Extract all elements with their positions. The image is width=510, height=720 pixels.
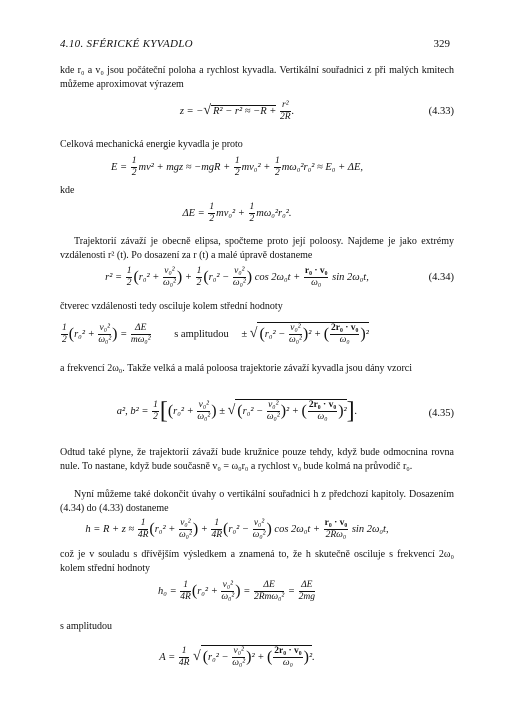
- paragraph-1: kde r₀ a v₀ jsou počáteční poloha a rychlost kyvadla. Vertikální souřadnici z při malých kmitech můžeme aproximovat výrazem: [60, 65, 454, 90]
- paragraph-10: s amplitudou: [60, 621, 112, 632]
- equation-4-35: [60, 398, 454, 438]
- amplitude-label: s amplitudou: [174, 328, 229, 340]
- equation-mean-and-amplitude: [60, 322, 454, 358]
- equation-h: [60, 518, 454, 548]
- equation-4-34-body: r² = $\frac{1}{2}$ (r₀² + $\frac{\text{v₀²}}{\text{ω₀²}}$ ) + $\frac{1}{2}$ (r₀² − $\frac{\text{v₀²}}{\text{ω₀²}}$ ) cos 2ω₀t + $\frac{\text{r₀ · v₀}}{\text{ω₀}}$ sin 2ω₀t,: [105, 266, 369, 288]
- paragraph-7: Odtud také plyne, že trajektorií závaží bude kružnice pouze tehdy, když bude odmocnina rovna nule. To nastane, když bude současně v₀ = ω₀r₀ a rychlost v₀ bude kolmá na průvodič r₀.: [60, 447, 454, 472]
- equation-amplitude-a: [60, 645, 454, 681]
- equation-amplitude-a-body: A = $\frac{1}{4R}$ √ (r₀² − $\frac{\text{v₀²}}{\text{ω₀²}}$ )² + ( $\frac{\text{2r₀ · v₀}}{\text{ω₀}}$ )².: [159, 646, 315, 668]
- equation-delta-e: [60, 202, 454, 232]
- page-number: 329: [433, 38, 450, 50]
- equation-h-body: h = R + z ≈ $\frac{1}{4R}$ (r₀² + $\frac{\text{v₀²}}{\text{ω₀²}}$ ) + $\frac{1}{4R}$ (r₀² − $\frac{\text{v₀²}}{\text{ω₀²}}$ ) cos 2ω₀t + $\frac{\text{r₀ · v₀}}{\text{2Rω₀}}$ sin 2ω₀t,: [85, 518, 389, 540]
- paragraph-8: Nyní můžeme také dokončit úvahy o vertikální souřadnici h z předchozí kapitoly. Dosazením (4.34) do (4.33) dostaneme: [60, 489, 454, 514]
- equation-energy: [60, 156, 454, 186]
- equation-4-33: [60, 100, 454, 130]
- equation-4-35-body: a², b² = $\frac{1}{2}$ [(r₀² + $\frac{\text{v₀²}}{\text{ω₀²}}$ ) ± √ (r₀² − $\frac{\text{v₀²}}{\text{ω₀²}}$ )² + ( $\frac{\text{2r₀ · v₀}}{\text{ω₀}}$ )²].: [116, 398, 358, 424]
- paragraph-6: a frekvencí 2ω₀. Takže velká a malá poloosa trajektorie závaží kyvadla jsou dány vzorci: [60, 363, 412, 374]
- equation-number: (4.34): [428, 272, 454, 283]
- equation-4-33-body: z = −√ R² − r² ≈ −R + $\frac{\text{r²}}{2R}$ .: [179, 100, 295, 122]
- equation-4-34: [60, 266, 454, 296]
- paragraph-4: Trajektorií závaží je obecně elipsa, spočteme proto její poloosy. Najdeme je jako extrémy vzdálenosti r² (t). Po dosazení za r (t) a malé úpravě dostaneme: [60, 236, 454, 261]
- paragraph-3: kde: [60, 185, 75, 196]
- running-header: [60, 38, 450, 52]
- section-title: 4.10. SFÉRICKÉ KYVADLO: [60, 38, 193, 50]
- equation-energy-body: E = $\frac{1}{2}$ mv² + mgz ≈ −mgR + $\frac{1}{2}$ mv₀² + $\frac{1}{2}$ mω₀²r₀² ≈ E₀ + ΔE,: [110, 156, 363, 178]
- equation-h0-body: h₀ = $\frac{1}{4R}$ (r₀² + $\frac{\text{v₀²}}{\text{ω₀²}}$ ) = $\frac{\Delta E}{\text{2Rmω₀²}}$ = $\frac{\Delta E}{2mg}$: [158, 580, 315, 602]
- paragraph-9: což je v souladu s dřívějším výsledkem a znamená to, že h skutečně osciluje s frekvencí 2ω₀ kolem střední hodnoty: [60, 549, 454, 574]
- equation-h0: [60, 580, 454, 610]
- equation-number: (4.33): [428, 106, 454, 117]
- equation-delta-e-body: ΔE = $\frac{1}{2}$ mv₀² + $\frac{1}{2}$ mω₀²r₀².: [182, 202, 292, 224]
- paragraph-5: čtverec vzdálenosti tedy osciluje kolem střední hodnoty: [60, 301, 283, 312]
- paragraph-2: Celková mechanická energie kyvadla je proto: [60, 139, 243, 150]
- equation-number: (4.35): [428, 408, 454, 419]
- equation-mean-body: $\frac{1}{2}$ (r₀² + $\frac{\text{v₀²}}{\text{ω₀²}}$ ) = $\frac{\Delta E}{\text{mω₀²}}$ s amplitudou ± √ (r₀² − $\frac{\text{v₀²}}{\text{ω₀²}}$ )² + ( $\frac{\text{2r₀ · v₀}}{\text{ω₀}}$ )²: [62, 323, 369, 345]
